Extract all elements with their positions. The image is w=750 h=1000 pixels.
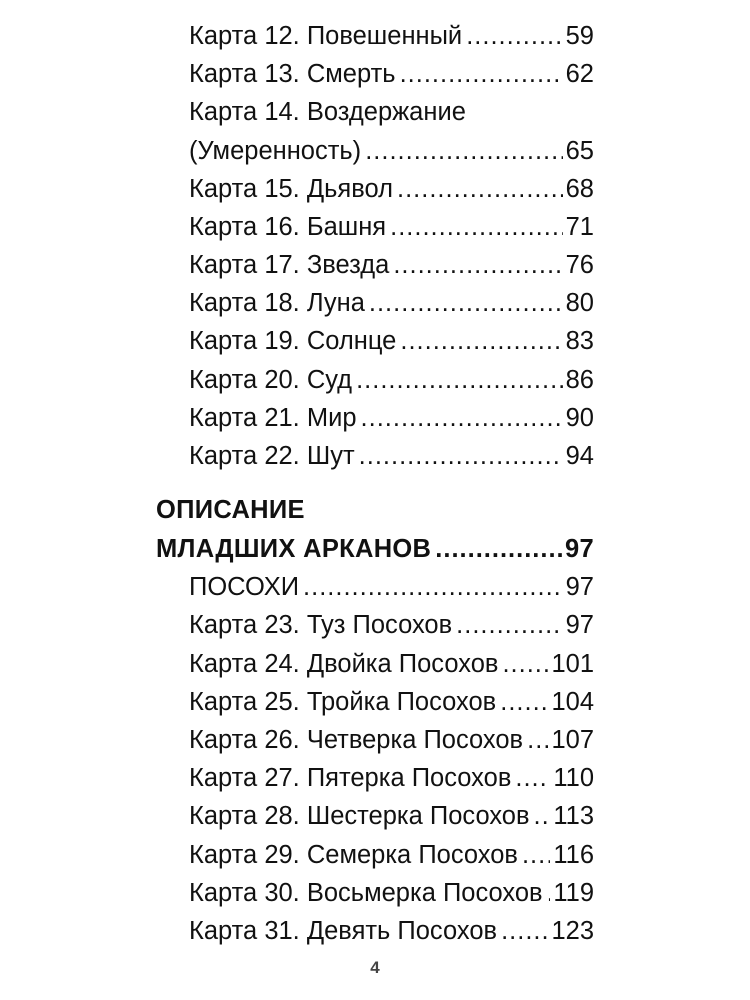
- toc-entry-title: Карта 20. Суд: [189, 366, 353, 394]
- toc-entry-page: 123: [551, 917, 594, 945]
- toc-entry-title: Карта 16. Башня: [189, 213, 387, 241]
- toc-entry-page: 107: [551, 726, 594, 754]
- dot-leader: [502, 645, 548, 683]
- toc-entry-page: 86: [565, 366, 594, 394]
- toc-entry-page: 97: [565, 573, 594, 601]
- toc-entry-title: Карта 25. Тройка Посохов: [189, 688, 497, 716]
- toc-entry-title: Карта 19. Солнце: [189, 327, 397, 355]
- toc-entry: [189, 645, 594, 683]
- toc-entry-title: Карта 26. Четверка Посохов: [189, 726, 524, 754]
- toc-entry: [189, 170, 594, 208]
- toc-entry-page: 101: [551, 650, 594, 678]
- dot-leader: [397, 170, 563, 208]
- dot-leader: [522, 836, 550, 874]
- toc-entry-title: Карта 12. Повешенный: [189, 22, 463, 50]
- toc-entry-title: Карта 28. Шестерка Посохов: [189, 802, 530, 830]
- toc-entry: [189, 721, 594, 759]
- dot-leader: [547, 874, 551, 912]
- toc-entry-title: Карта 14. Воздержание: [189, 98, 466, 126]
- dot-leader: [365, 132, 562, 170]
- toc-entry: [189, 399, 594, 437]
- toc-entry-title: Карта 15. Дьявол: [189, 175, 393, 203]
- toc-entry-title: Карта 13. Смерть: [189, 60, 396, 88]
- toc-entry-page: 65: [565, 137, 594, 165]
- dot-leader: [393, 246, 562, 284]
- toc-entry: [189, 93, 594, 131]
- toc-entry: [189, 246, 594, 284]
- toc-entry-title: Карта 21. Мир: [189, 404, 357, 432]
- toc-entry-page: 119: [553, 879, 594, 907]
- toc-section-heading: [156, 530, 594, 568]
- toc-entry-page: 116: [553, 841, 594, 869]
- toc-entry-title: ПОСОХИ: [189, 573, 300, 601]
- toc-entry-page: 62: [565, 60, 594, 88]
- toc-entry-page: 113: [553, 802, 594, 830]
- toc-entry-page: 59: [565, 22, 594, 50]
- toc-entry-title: Карта 18. Луна: [189, 289, 365, 317]
- toc-entry-page: 83: [565, 327, 594, 355]
- toc-entry: [189, 437, 594, 475]
- toc-entry-page: 68: [565, 175, 594, 203]
- toc-entry: [189, 836, 594, 874]
- toc-entry-page: 71: [565, 213, 594, 241]
- toc-entry: [189, 17, 594, 55]
- dot-leader: [369, 284, 563, 322]
- toc-entry: [189, 208, 594, 246]
- dot-leader: [501, 912, 548, 950]
- dot-leader: [527, 721, 548, 759]
- dot-leader: [361, 399, 563, 437]
- dot-leader: [356, 361, 563, 399]
- toc-entry: [189, 797, 594, 835]
- toc-entry: [189, 606, 594, 644]
- toc-entry-title: Карта 31. Девять Посохов: [189, 917, 498, 945]
- toc-entry: [189, 568, 594, 606]
- toc-entry: [189, 874, 594, 912]
- toc-entry-title: (Умеренность): [189, 137, 362, 165]
- toc-section-page: 97: [565, 535, 594, 563]
- toc-entry: [189, 361, 594, 399]
- toc-section-title: МЛАДШИХ АРКАНОВ: [156, 535, 432, 563]
- toc-entry-title: Карта 29. Семерка Посохов: [189, 841, 518, 869]
- dot-leader: [534, 797, 551, 835]
- toc-entry: [189, 912, 594, 950]
- toc-entry-title: Карта 22. Шут: [189, 442, 355, 470]
- toc-entry-page: 94: [565, 442, 594, 470]
- toc-entry-page: 110: [553, 764, 594, 792]
- toc-entry-title: Карта 30. Восьмерка Посохов: [189, 879, 543, 907]
- toc-entry-title: Карта 23. Туз Посохов: [189, 611, 453, 639]
- dot-leader: [390, 208, 563, 246]
- dot-leader: [500, 683, 548, 721]
- toc-section-title: ОПИСАНИЕ: [156, 496, 305, 524]
- toc-entry-title: Карта 24. Двойка Посохов: [189, 650, 499, 678]
- dot-leader: [456, 606, 562, 644]
- toc-entry-page: 80: [565, 289, 594, 317]
- dot-leader: [435, 530, 562, 568]
- toc-entry-page: 97: [565, 611, 594, 639]
- dot-leader: [400, 55, 563, 93]
- dot-leader: [400, 322, 562, 360]
- dot-leader: [303, 568, 563, 606]
- dot-leader: [466, 17, 562, 55]
- toc-entry-title: Карта 17. Звезда: [189, 251, 390, 279]
- dot-leader: [515, 759, 550, 797]
- toc-entry: [189, 683, 594, 721]
- toc-entry: [189, 759, 594, 797]
- toc-entry: [189, 322, 594, 360]
- page-number: 4: [370, 958, 380, 977]
- toc-entry-page: 76: [565, 251, 594, 279]
- toc-section-heading: [156, 491, 594, 529]
- toc-entry: [189, 132, 594, 170]
- toc-entry-title: Карта 27. Пятерка Посохов: [189, 764, 512, 792]
- dot-leader: [359, 437, 563, 475]
- toc-entry: [189, 284, 594, 322]
- toc-entry-page: 104: [551, 688, 594, 716]
- toc-entry: [189, 55, 594, 93]
- toc-entry-page: 90: [565, 404, 594, 432]
